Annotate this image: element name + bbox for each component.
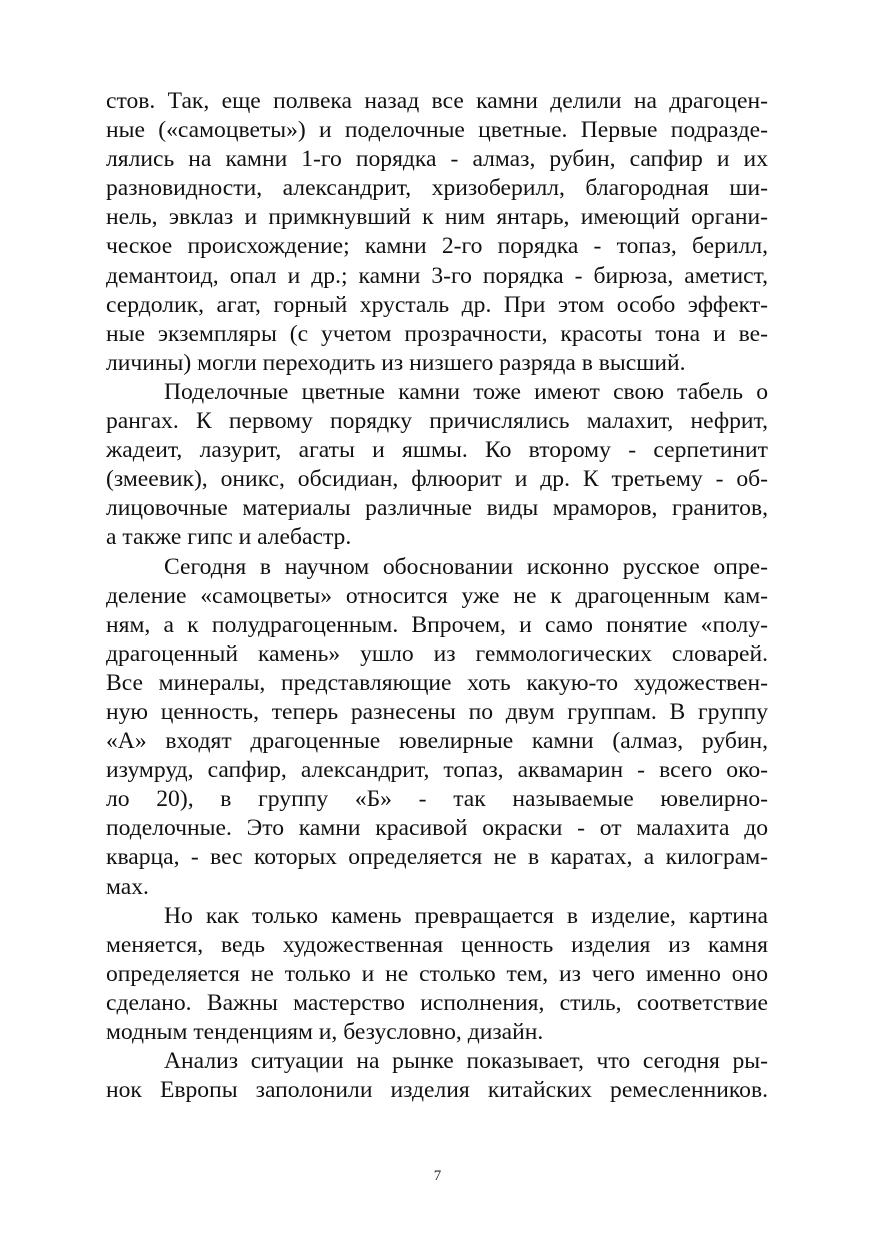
text-line: сделано. Важны мастерство исполнения, стиль, соответствие: [106, 989, 768, 1016]
paragraph-first-line: Анализ ситуации на рынке показывает, что сегодня ры-: [164, 1048, 768, 1075]
paragraph-first-line: Но как только камень превращается в изделие, картина: [164, 902, 768, 929]
text-line: нель, эвклаз и примкнувший к ним янтарь, имеющий органи-: [106, 204, 768, 231]
paragraph-first-line: Поделочные цветные камни тоже имеют свою табель о: [164, 378, 768, 405]
text-line: лицовочные материалы различные виды мраморов, гранитов,: [106, 495, 768, 522]
text-line: мах.: [106, 873, 149, 900]
text-line: модным тенденциям и, безусловно, дизайн.: [106, 1019, 544, 1045]
text-line: определяется не только и не столько тем, из чего именно оно: [106, 960, 768, 987]
body-text: [106, 87, 768, 1105]
text-line: поделочные. Это камни красивой окраски - от малахита до: [106, 815, 768, 842]
page-number: 7: [433, 1168, 442, 1184]
text-line: ную ценность, теперь разнесены по двум группам. В группу: [106, 698, 768, 725]
text-line: ням, а к полудрагоценным. Впрочем, и само понятие «полу-: [106, 611, 768, 638]
paragraph-first-line: Сегодня в научном обосновании исконно русское опре-: [164, 553, 768, 580]
text-line: Все минералы, представляющие хоть какую-то художествен-: [106, 669, 768, 696]
text-line: рангах. К первому порядку причислялись малахит, нефрит,: [106, 408, 768, 435]
text-line: жадеит, лазурит, агаты и яшмы. Ко второму - серпетинит: [106, 437, 768, 464]
text-line: (змеевик), оникс, обсидиан, флюорит и др. К третьему - об-: [106, 466, 768, 493]
text-line: ло 20), в группу «Б» - так называемые ювелирно-: [106, 786, 768, 813]
text-line: сердолик, агат, горный хрусталь др. При этом особо эффект-: [106, 291, 768, 318]
text-line: личины) могли переходить из низшего разряда в высший.: [106, 349, 686, 376]
text-line: демантоид, опал и др.; камни 3-го порядка - бирюза, аметист,: [106, 262, 768, 289]
text-line: деление «самоцветы» относится уже не к драгоценным кам-: [106, 582, 768, 609]
text-line: изумруд, сапфир, александрит, топаз, аквамарин - всего око-: [106, 757, 768, 784]
text-line: меняется, ведь художественная ценность изделия из камня: [106, 931, 768, 958]
text-line: кварца, - вес которых определяется не в каратах, а килограм-: [106, 844, 768, 871]
text-line: ные («самоцветы») и поделочные цветные. Первые подразде-: [106, 117, 768, 144]
text-line: стов. Так, еще полвека назад все камни делили на драгоцен-: [106, 88, 768, 114]
text-line: «А» входят драгоценные ювелирные камни (алмаз, рубин,: [106, 728, 768, 755]
text-line: ческое происхождение; камни 2-го порядка - топаз, берилл,: [106, 233, 768, 260]
text-line: нок Европы заполонили изделия китайских ремесленников.: [106, 1077, 768, 1104]
text-line: драгоценный камень» ушло из геммологических словарей.: [106, 640, 768, 667]
text-line: разновидности, александрит, хризоберилл, благородная ши-: [106, 175, 768, 202]
text-line: лялись на камни 1-го порядка - алмаз, рубин, сапфир и их: [106, 146, 768, 173]
text-line: а также гипс и алебастр.: [106, 524, 352, 551]
text-line: ные экземпляры (с учетом прозрачности, красоты тона и ве-: [106, 320, 768, 347]
